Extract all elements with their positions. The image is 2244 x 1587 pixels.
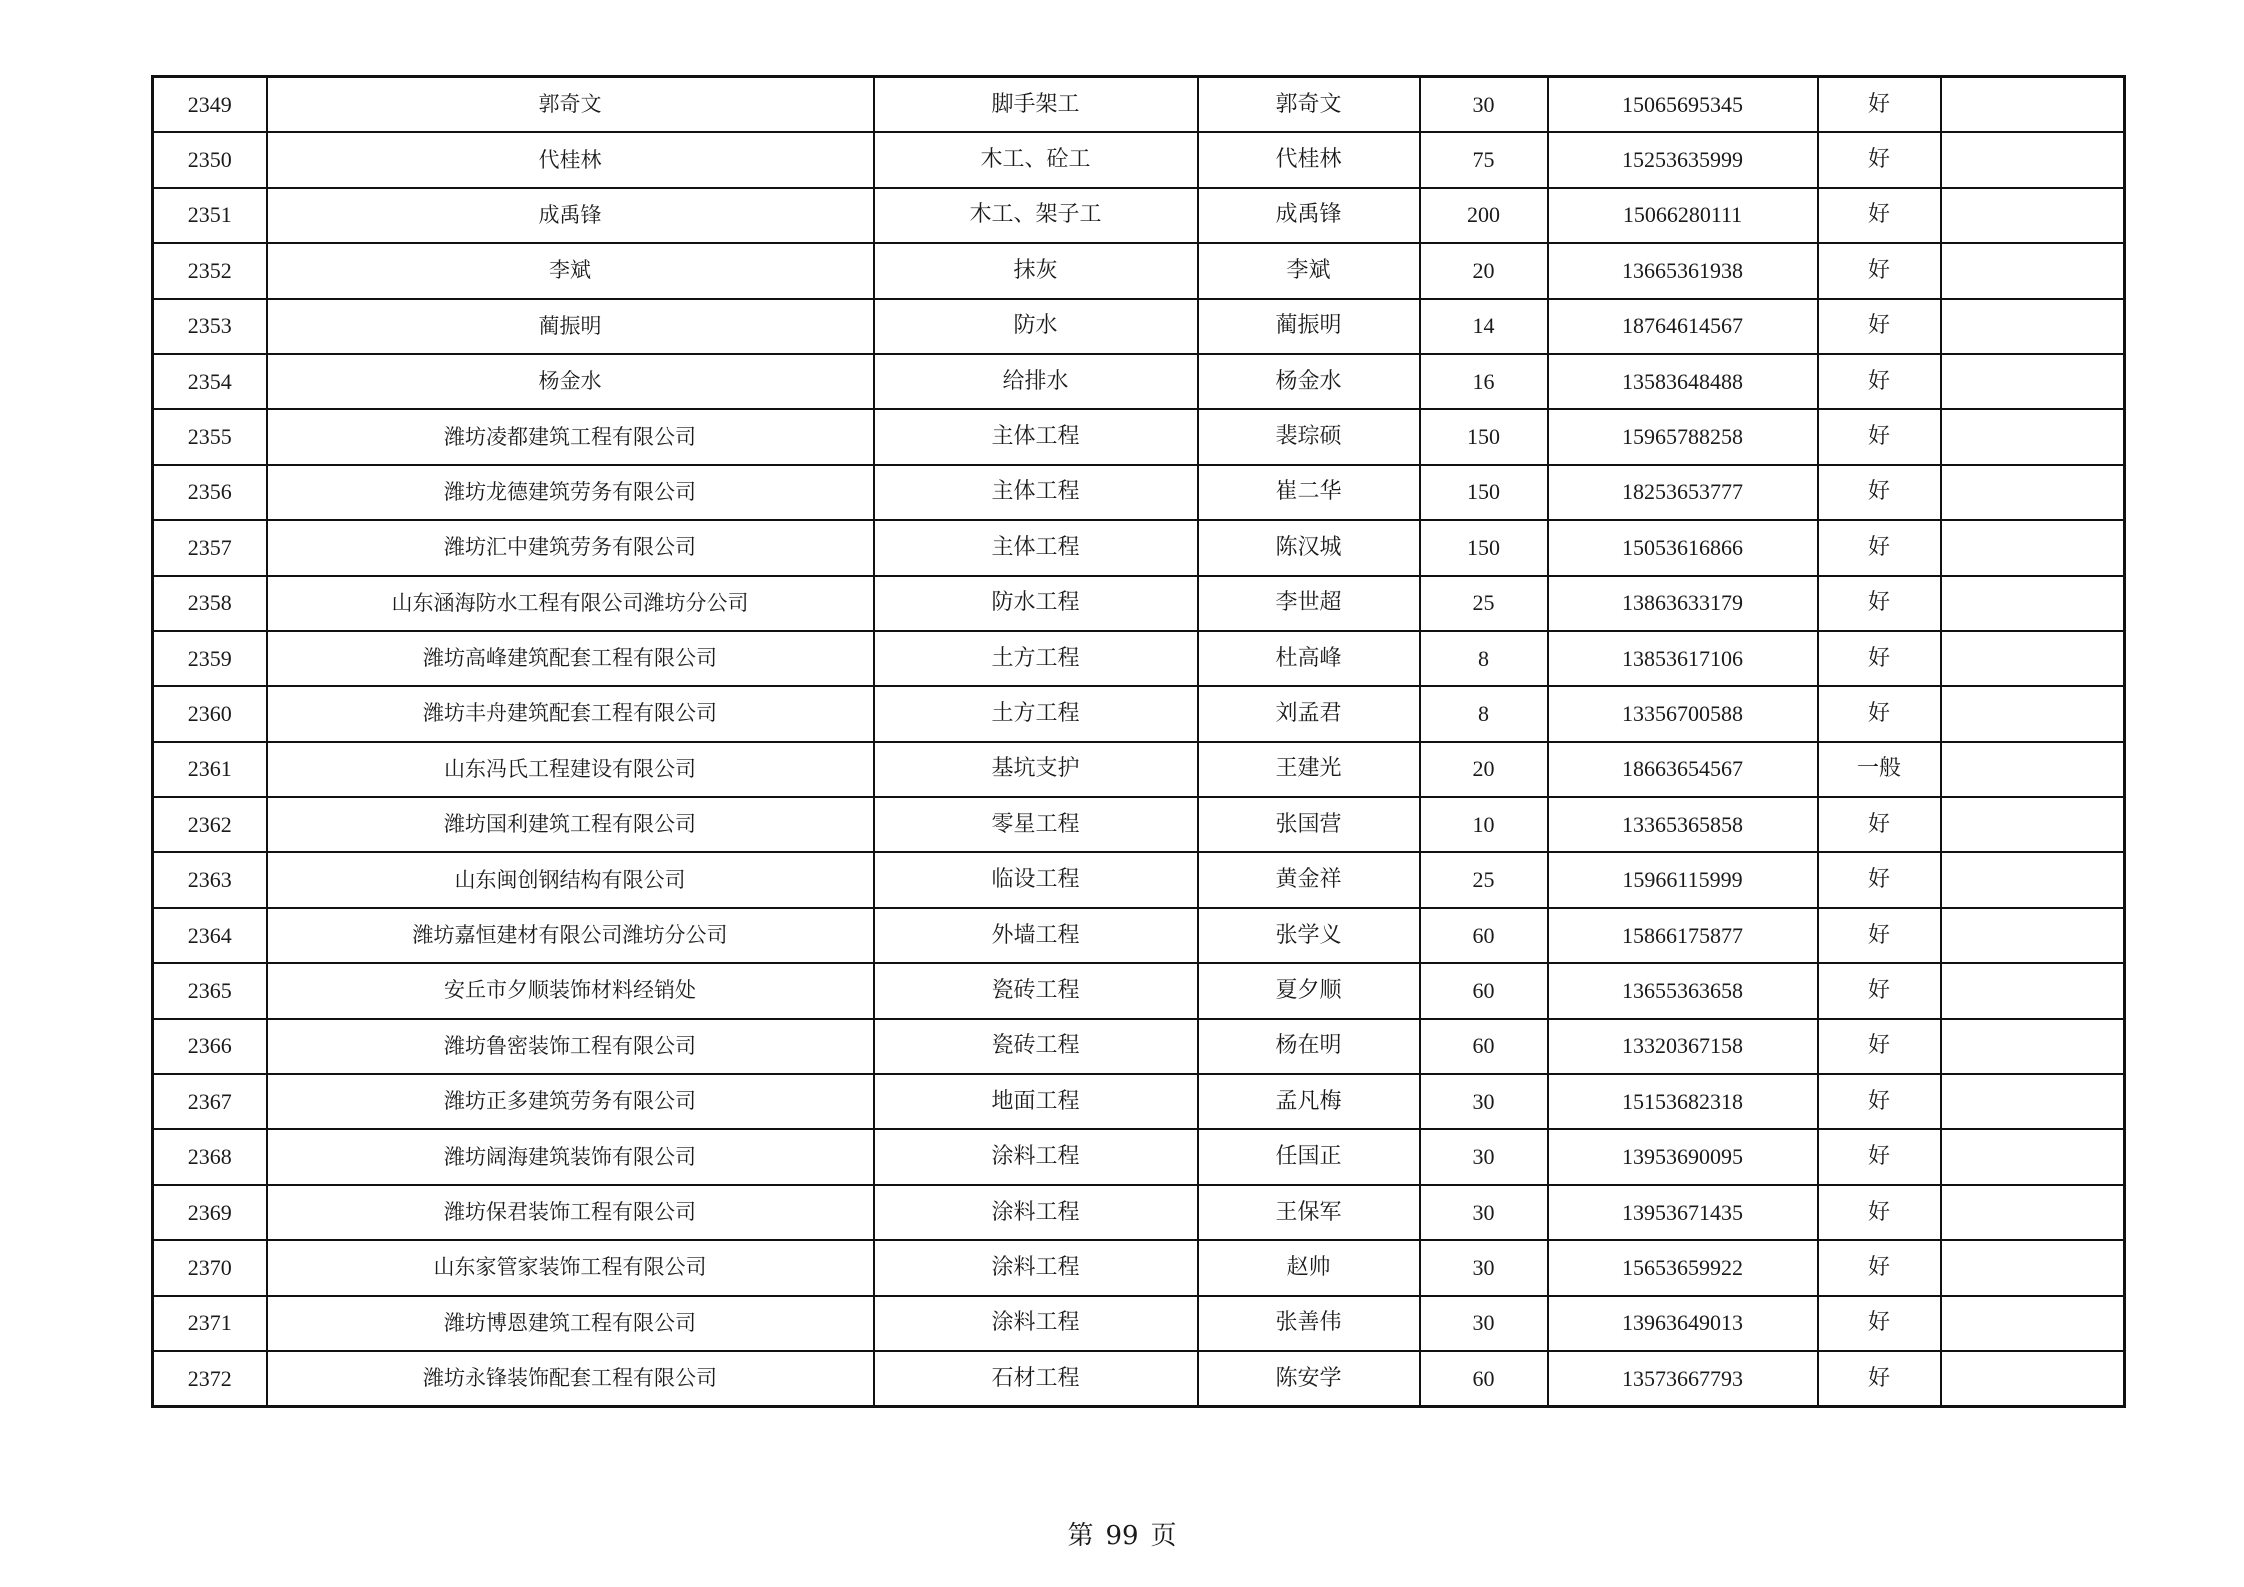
contact-cell: 杨金水	[1198, 354, 1420, 409]
work-type-cell: 涂料工程	[874, 1296, 1198, 1351]
row-number-cell: 2360	[153, 686, 267, 741]
row-number-cell: 2372	[153, 1351, 267, 1407]
contact-cell: 陈汉城	[1198, 520, 1420, 575]
company-cell: 潍坊凌都建筑工程有限公司	[267, 409, 874, 464]
worker-count-cell: 8	[1420, 686, 1548, 741]
contact-cell: 陈安学	[1198, 1351, 1420, 1407]
work-type-cell: 主体工程	[874, 409, 1198, 464]
phone-cell: 18764614567	[1548, 299, 1818, 354]
phone-cell: 15065695345	[1548, 77, 1818, 133]
table-row	[153, 742, 2125, 797]
phone-cell: 15066280111	[1548, 188, 1818, 243]
note-cell	[1941, 409, 2125, 464]
company-cell: 潍坊鲁密装饰工程有限公司	[267, 1019, 874, 1074]
note-cell	[1941, 576, 2125, 631]
note-cell	[1941, 852, 2125, 907]
company-cell: 潍坊博恩建筑工程有限公司	[267, 1296, 874, 1351]
company-cell: 潍坊汇中建筑劳务有限公司	[267, 520, 874, 575]
note-cell	[1941, 1240, 2125, 1295]
table-row	[153, 188, 2125, 243]
rating-cell: 好	[1818, 132, 1941, 187]
rating-cell: 好	[1818, 77, 1941, 133]
phone-cell: 15153682318	[1548, 1074, 1818, 1129]
worker-count-cell: 60	[1420, 1351, 1548, 1407]
phone-cell: 18663654567	[1548, 742, 1818, 797]
worker-count-cell: 30	[1420, 1074, 1548, 1129]
table-row	[153, 354, 2125, 409]
work-type-cell: 脚手架工	[874, 77, 1198, 133]
row-number-cell: 2354	[153, 354, 267, 409]
company-cell: 潍坊正多建筑劳务有限公司	[267, 1074, 874, 1129]
work-type-cell: 主体工程	[874, 520, 1198, 575]
page-suffix: 页	[1150, 1521, 1177, 1551]
note-cell	[1941, 908, 2125, 963]
company-cell: 山东涵海防水工程有限公司潍坊分公司	[267, 576, 874, 631]
row-number-cell: 2366	[153, 1019, 267, 1074]
page-number-value: 99	[1105, 1521, 1139, 1551]
note-cell	[1941, 1351, 2125, 1407]
worker-count-cell: 75	[1420, 132, 1548, 187]
note-cell	[1941, 354, 2125, 409]
rating-cell: 好	[1818, 908, 1941, 963]
rating-cell: 好	[1818, 1019, 1941, 1074]
work-type-cell: 地面工程	[874, 1074, 1198, 1129]
table-row	[153, 1074, 2125, 1129]
work-type-cell: 木工、架子工	[874, 188, 1198, 243]
contact-cell: 任国正	[1198, 1129, 1420, 1184]
rating-cell: 好	[1818, 1185, 1941, 1240]
company-cell: 潍坊丰舟建筑配套工程有限公司	[267, 686, 874, 741]
rating-cell: 好	[1818, 520, 1941, 575]
worker-count-cell: 8	[1420, 631, 1548, 686]
company-cell: 潍坊高峰建筑配套工程有限公司	[267, 631, 874, 686]
table-row	[153, 77, 2125, 133]
rating-cell: 好	[1818, 409, 1941, 464]
company-cell: 山东冯氏工程建设有限公司	[267, 742, 874, 797]
note-cell	[1941, 797, 2125, 852]
work-type-cell: 主体工程	[874, 465, 1198, 520]
table-row	[153, 1019, 2125, 1074]
rating-cell: 好	[1818, 1351, 1941, 1407]
phone-cell: 13853617106	[1548, 631, 1818, 686]
contractor-table	[151, 75, 2126, 1408]
phone-cell: 15965788258	[1548, 409, 1818, 464]
phone-cell: 15253635999	[1548, 132, 1818, 187]
company-cell: 郭奇文	[267, 77, 874, 133]
worker-count-cell: 25	[1420, 852, 1548, 907]
worker-count-cell: 25	[1420, 576, 1548, 631]
work-type-cell: 抹灰	[874, 243, 1198, 298]
row-number-cell: 2361	[153, 742, 267, 797]
worker-count-cell: 150	[1420, 409, 1548, 464]
phone-cell: 15866175877	[1548, 908, 1818, 963]
worker-count-cell: 150	[1420, 465, 1548, 520]
contact-cell: 刘孟君	[1198, 686, 1420, 741]
note-cell	[1941, 188, 2125, 243]
contact-cell: 崔二华	[1198, 465, 1420, 520]
row-number-cell: 2369	[153, 1185, 267, 1240]
worker-count-cell: 150	[1420, 520, 1548, 575]
contact-cell: 黄金祥	[1198, 852, 1420, 907]
row-number-cell: 2349	[153, 77, 267, 133]
table-row	[153, 465, 2125, 520]
rating-cell: 好	[1818, 686, 1941, 741]
table-row	[153, 686, 2125, 741]
note-cell	[1941, 77, 2125, 133]
contact-cell: 孟凡梅	[1198, 1074, 1420, 1129]
table-row	[153, 852, 2125, 907]
worker-count-cell: 60	[1420, 908, 1548, 963]
worker-count-cell: 60	[1420, 963, 1548, 1018]
worker-count-cell: 20	[1420, 742, 1548, 797]
worker-count-cell: 30	[1420, 1296, 1548, 1351]
row-number-cell: 2365	[153, 963, 267, 1018]
note-cell	[1941, 299, 2125, 354]
work-type-cell: 木工、砼工	[874, 132, 1198, 187]
work-type-cell: 瓷砖工程	[874, 1019, 1198, 1074]
note-cell	[1941, 1019, 2125, 1074]
work-type-cell: 防水	[874, 299, 1198, 354]
table-row	[153, 1185, 2125, 1240]
company-cell: 成禹锋	[267, 188, 874, 243]
work-type-cell: 外墙工程	[874, 908, 1198, 963]
row-number-cell: 2368	[153, 1129, 267, 1184]
rating-cell: 好	[1818, 465, 1941, 520]
note-cell	[1941, 742, 2125, 797]
phone-cell: 18253653777	[1548, 465, 1818, 520]
worker-count-cell: 30	[1420, 1185, 1548, 1240]
row-number-cell: 2353	[153, 299, 267, 354]
phone-cell: 13655363658	[1548, 963, 1818, 1018]
company-cell: 潍坊保君装饰工程有限公司	[267, 1185, 874, 1240]
phone-cell: 13356700588	[1548, 686, 1818, 741]
note-cell	[1941, 631, 2125, 686]
contact-cell: 张学义	[1198, 908, 1420, 963]
phone-cell: 15053616866	[1548, 520, 1818, 575]
company-cell: 蔺振明	[267, 299, 874, 354]
phone-cell: 15966115999	[1548, 852, 1818, 907]
contact-cell: 杨在明	[1198, 1019, 1420, 1074]
phone-cell: 13953690095	[1548, 1129, 1818, 1184]
worker-count-cell: 60	[1420, 1019, 1548, 1074]
worker-count-cell: 30	[1420, 77, 1548, 133]
worker-count-cell: 16	[1420, 354, 1548, 409]
rating-cell: 好	[1818, 299, 1941, 354]
rating-cell: 好	[1818, 188, 1941, 243]
note-cell	[1941, 1129, 2125, 1184]
contact-cell: 李斌	[1198, 243, 1420, 298]
company-cell: 代桂林	[267, 132, 874, 187]
row-number-cell: 2358	[153, 576, 267, 631]
worker-count-cell: 200	[1420, 188, 1548, 243]
contact-cell: 郭奇文	[1198, 77, 1420, 133]
phone-cell: 13963649013	[1548, 1296, 1818, 1351]
rating-cell: 好	[1818, 354, 1941, 409]
work-type-cell: 土方工程	[874, 686, 1198, 741]
company-cell: 安丘市夕顺装饰材料经销处	[267, 963, 874, 1018]
phone-cell: 13863633179	[1548, 576, 1818, 631]
contact-cell: 王建光	[1198, 742, 1420, 797]
phone-cell: 13953671435	[1548, 1185, 1818, 1240]
work-type-cell: 涂料工程	[874, 1185, 1198, 1240]
rating-cell: 好	[1818, 963, 1941, 1018]
contact-cell: 代桂林	[1198, 132, 1420, 187]
company-cell: 潍坊永锋装饰配套工程有限公司	[267, 1351, 874, 1407]
rating-cell: 好	[1818, 1296, 1941, 1351]
contact-cell: 赵帅	[1198, 1240, 1420, 1295]
contact-cell: 成禹锋	[1198, 188, 1420, 243]
table-row	[153, 132, 2125, 187]
contact-cell: 蔺振明	[1198, 299, 1420, 354]
row-number-cell: 2355	[153, 409, 267, 464]
page-prefix: 第	[1067, 1521, 1094, 1551]
phone-cell: 15653659922	[1548, 1240, 1818, 1295]
note-cell	[1941, 686, 2125, 741]
contact-cell: 李世超	[1198, 576, 1420, 631]
company-cell: 潍坊国利建筑工程有限公司	[267, 797, 874, 852]
note-cell	[1941, 520, 2125, 575]
row-number-cell: 2367	[153, 1074, 267, 1129]
work-type-cell: 石材工程	[874, 1351, 1198, 1407]
row-number-cell: 2371	[153, 1296, 267, 1351]
company-cell: 潍坊嘉恒建材有限公司潍坊分公司	[267, 908, 874, 963]
note-cell	[1941, 1296, 2125, 1351]
worker-count-cell: 20	[1420, 243, 1548, 298]
table-row	[153, 243, 2125, 298]
worker-count-cell: 14	[1420, 299, 1548, 354]
phone-cell: 13320367158	[1548, 1019, 1818, 1074]
contact-cell: 杜高峰	[1198, 631, 1420, 686]
company-cell: 潍坊阔海建筑装饰有限公司	[267, 1129, 874, 1184]
table-row	[153, 1129, 2125, 1184]
rating-cell: 好	[1818, 852, 1941, 907]
company-cell: 潍坊龙德建筑劳务有限公司	[267, 465, 874, 520]
table-row	[153, 797, 2125, 852]
page-number	[0, 1515, 2244, 1552]
table-row	[153, 908, 2125, 963]
work-type-cell: 零星工程	[874, 797, 1198, 852]
rating-cell: 好	[1818, 576, 1941, 631]
row-number-cell: 2350	[153, 132, 267, 187]
contact-cell: 裴琮硕	[1198, 409, 1420, 464]
note-cell	[1941, 1074, 2125, 1129]
work-type-cell: 基坑支护	[874, 742, 1198, 797]
phone-cell: 13573667793	[1548, 1351, 1818, 1407]
table-row	[153, 631, 2125, 686]
table-body	[153, 77, 2125, 1407]
worker-count-cell: 10	[1420, 797, 1548, 852]
work-type-cell: 涂料工程	[874, 1240, 1198, 1295]
table-row	[153, 1296, 2125, 1351]
contact-cell: 夏夕顺	[1198, 963, 1420, 1018]
row-number-cell: 2357	[153, 520, 267, 575]
contact-cell: 王保军	[1198, 1185, 1420, 1240]
company-cell: 李斌	[267, 243, 874, 298]
note-cell	[1941, 1185, 2125, 1240]
rating-cell: 好	[1818, 1074, 1941, 1129]
row-number-cell: 2356	[153, 465, 267, 520]
work-type-cell: 涂料工程	[874, 1129, 1198, 1184]
contact-cell: 张善伟	[1198, 1296, 1420, 1351]
row-number-cell: 2359	[153, 631, 267, 686]
row-number-cell: 2362	[153, 797, 267, 852]
work-type-cell: 防水工程	[874, 576, 1198, 631]
row-number-cell: 2370	[153, 1240, 267, 1295]
contact-cell: 张国营	[1198, 797, 1420, 852]
note-cell	[1941, 243, 2125, 298]
phone-cell: 13665361938	[1548, 243, 1818, 298]
row-number-cell: 2364	[153, 908, 267, 963]
row-number-cell: 2363	[153, 852, 267, 907]
company-cell: 山东家管家装饰工程有限公司	[267, 1240, 874, 1295]
phone-cell: 13365365858	[1548, 797, 1818, 852]
table-row	[153, 299, 2125, 354]
worker-count-cell: 30	[1420, 1129, 1548, 1184]
table-row	[153, 576, 2125, 631]
work-type-cell: 临设工程	[874, 852, 1198, 907]
table-row	[153, 1240, 2125, 1295]
rating-cell: 一般	[1818, 742, 1941, 797]
work-type-cell: 给排水	[874, 354, 1198, 409]
row-number-cell: 2352	[153, 243, 267, 298]
row-number-cell: 2351	[153, 188, 267, 243]
company-cell: 山东闽创钢结构有限公司	[267, 852, 874, 907]
note-cell	[1941, 465, 2125, 520]
worker-count-cell: 30	[1420, 1240, 1548, 1295]
phone-cell: 13583648488	[1548, 354, 1818, 409]
note-cell	[1941, 132, 2125, 187]
table-row	[153, 409, 2125, 464]
rating-cell: 好	[1818, 631, 1941, 686]
table-row	[153, 963, 2125, 1018]
table-row	[153, 520, 2125, 575]
rating-cell: 好	[1818, 1240, 1941, 1295]
note-cell	[1941, 963, 2125, 1018]
table-row	[153, 1351, 2125, 1407]
rating-cell: 好	[1818, 243, 1941, 298]
company-cell: 杨金水	[267, 354, 874, 409]
rating-cell: 好	[1818, 1129, 1941, 1184]
rating-cell: 好	[1818, 797, 1941, 852]
work-type-cell: 瓷砖工程	[874, 963, 1198, 1018]
work-type-cell: 土方工程	[874, 631, 1198, 686]
